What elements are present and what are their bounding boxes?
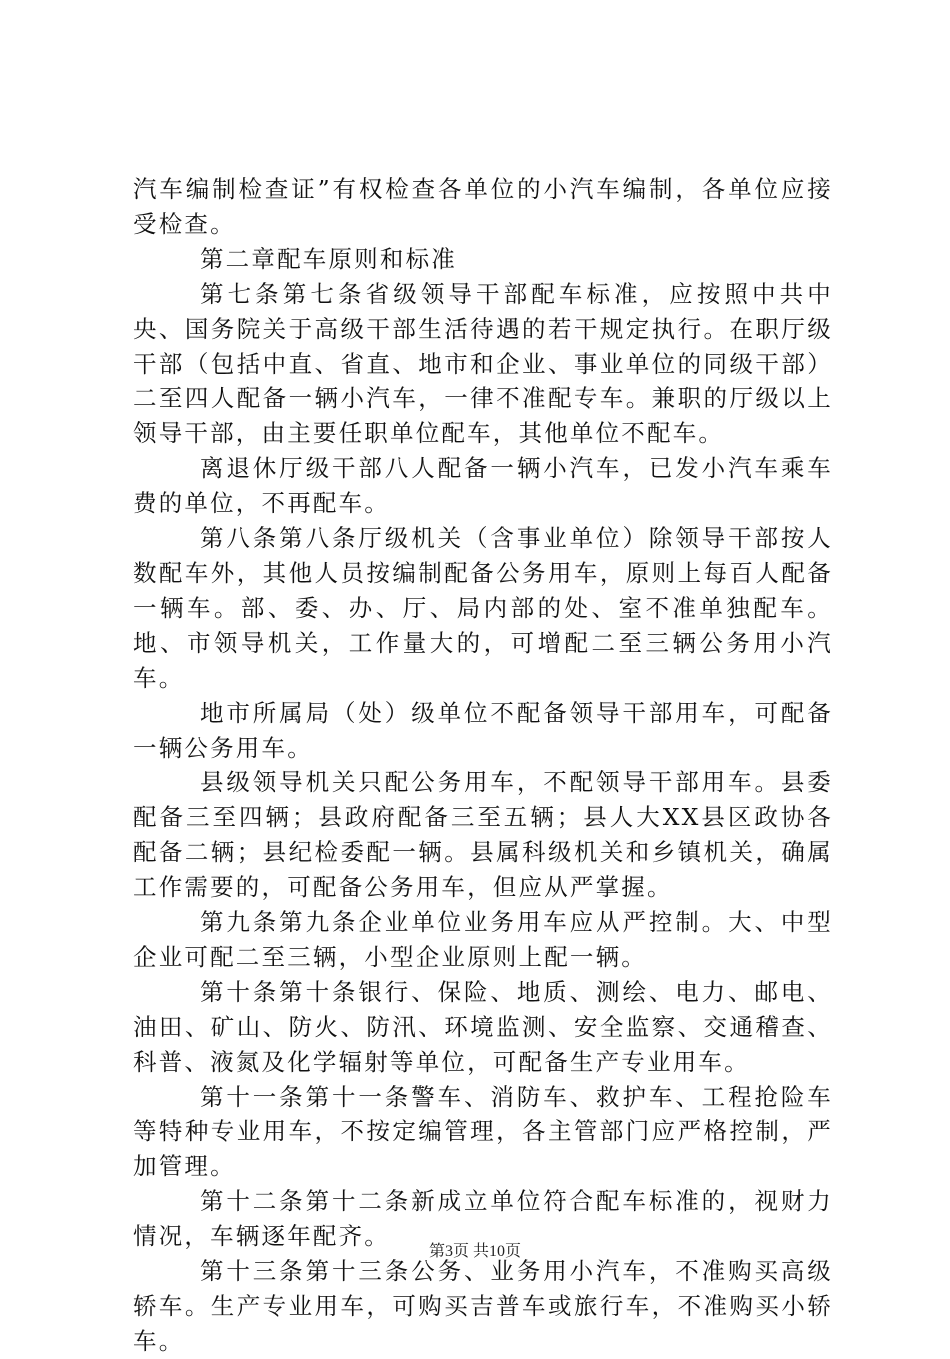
paragraph-article-9: 第九条第九条企业单位业务用车应从严控制。大、中型企业可配二至三辆，小型企业原则上配一辆。 (133, 908, 833, 971)
paragraph-article-11: 第十一条第十一条警车、消防车、救护车、工程抢险车等特种专业用车，不按定编管理，各主管部门应严格控制，严加管理。 (133, 1082, 833, 1181)
page-number-footer: 第3页 共10页 (428, 1243, 521, 1260)
paragraph-prefecture-units: 地市所属局（处）级单位不配备领导干部用车，可配备一辆公务用车。 (133, 698, 833, 762)
paragraph-continuation: 汽车编制检查证”有权检查各单位的小汽车编制，各单位应接受检查。 (133, 175, 833, 238)
paragraph-retired-cadres: 离退休厅级干部八人配备一辆小汽车，已发小汽车乘车费的单位，不再配车。 (133, 454, 833, 518)
document-body (133, 172, 833, 1359)
paragraph-article-12: 第十二条第十二条新成立单位符合配车标准的，视财力情况，车辆逐年配齐。 (133, 1187, 833, 1251)
paragraph-article-7: 第七条第七条省级领导干部配车标准，应按照中共中央、国务院关于高级干部生活待遇的若干规定执行。在职厅级干部（包括中直、省直、地市和企业、事业单位的同级干部）二至四人配备一辆小汽车，一律不准配专车。兼职的厅级以上领导干部，由主要任职单位配车，其他单位不配车。 (133, 279, 833, 448)
chapter-heading: 第二章配车原则和标准 (199, 244, 457, 273)
paragraph-article-10: 第十条第十条银行、保险、地质、测绘、电力、邮电、油田、矿山、防火、防汛、环境监测、安全监察、交通稽查、科普、液氮及化学辐射等单位，可配备生产专业用车。 (133, 977, 833, 1076)
paragraph-county-organs: 县级领导机关只配公务用车，不配领导干部用车。县委配备三至四辆；县政府配备三至五辆；县人大XX县区政协各配备二辆；县纪检委配一辆。县属科级机关和乡镇机关，确属工作需要的，可配备公务用车，但应从严掌握。 (133, 768, 833, 902)
paragraph-article-8: 第八条第八条厅级机关（含事业单位）除领导干部按人数配车外，其他人员按编制配备公务用车，原则上每百人配备一辆车。部、委、办、厅、局内部的处、室不准单独配车。地、市领导机关，工作量大的，可增配二至三辆公务用小汽车。 (133, 524, 833, 692)
paragraph-article-13: 第十三条第十三条公务、业务用小汽车，不准购买高级轿车。生产专业用车，可购买吉普车或旅行车，不准购买小轿车。 (133, 1257, 833, 1355)
